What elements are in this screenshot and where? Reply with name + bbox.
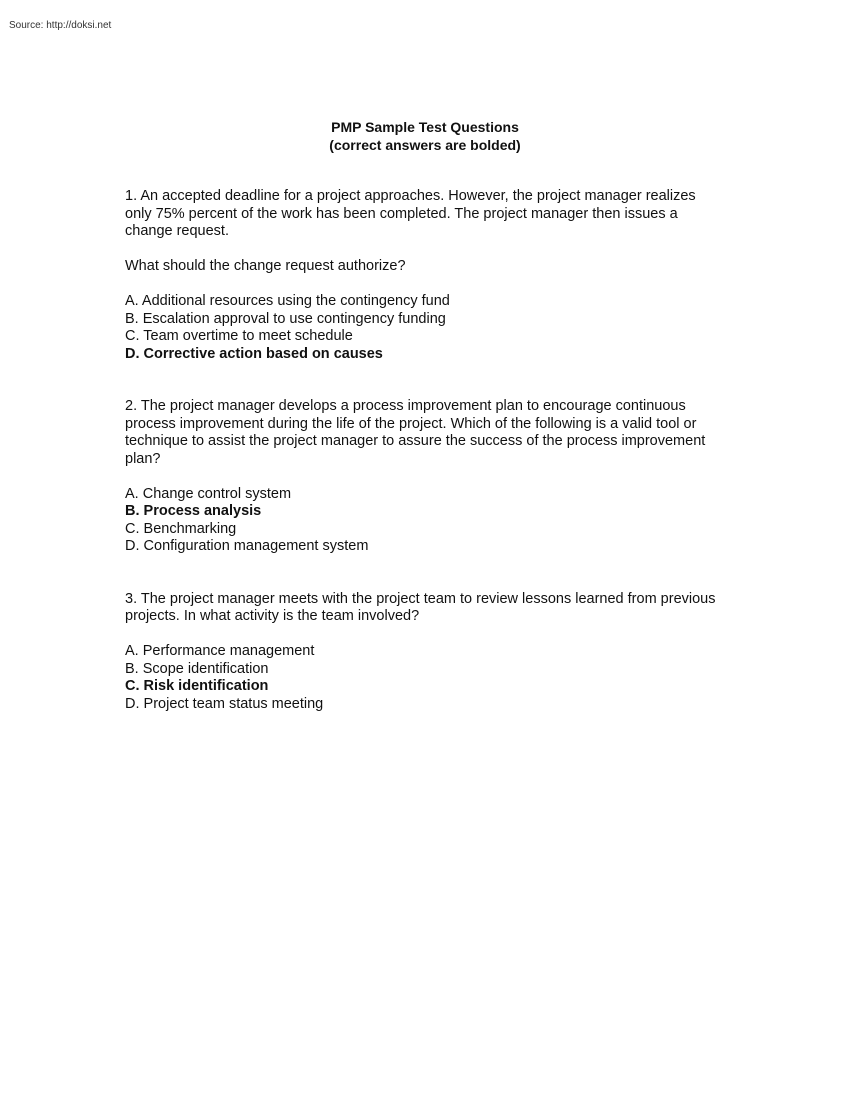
question-prompt: What should the change request authorize? <box>125 258 406 274</box>
question-list <box>125 188 725 713</box>
answer-options <box>125 293 725 363</box>
answer-option: D. Configuration management system <box>125 538 369 554</box>
document-header <box>0 118 850 154</box>
answer-options <box>125 643 725 713</box>
answer-option: C. Team overtime to meet schedule <box>125 328 353 344</box>
answer-option: D. Project team status meeting <box>125 695 324 712</box>
correct-answer-option: B. Process analysis <box>125 503 262 519</box>
question-block <box>125 188 725 363</box>
answer-option: A. Change control system <box>125 485 292 502</box>
question-spacer <box>125 363 725 398</box>
correct-answer-option: C. Risk identification <box>125 678 269 694</box>
answer-option: A. Additional resources using the contingency fund <box>125 293 450 309</box>
correct-answer-option: D. Corrective action based on causes <box>125 345 383 362</box>
document-subtitle: (correct answers are bolded) <box>329 137 521 153</box>
document-title: PMP Sample Test Questions <box>331 119 519 135</box>
question-block <box>125 398 725 556</box>
answer-options <box>125 486 725 556</box>
question-block <box>125 591 725 714</box>
question-text: 3. The project manager meets with the project team to review lessons learned from previous projects. In what activity is the team involved? <box>125 590 716 624</box>
answer-option: B. Escalation approval to use contingency funding <box>125 310 446 327</box>
question-text: 1. An accepted deadline for a project approaches. However, the project manager realizes only 75% percent of the work has been completed. The project manager then issues a change request. <box>125 188 696 239</box>
answer-option: C. Benchmarking <box>125 520 237 537</box>
answer-option: B. Scope identification <box>125 660 269 677</box>
source-label: Source: http://doksi.net <box>9 20 112 31</box>
question-text: 2. The project manager develops a process improvement plan to encourage continuous process improvement during the life of the project. Which of the following is a valid tool or technique to assist the project manager to assure the success of the process improvement plan? <box>125 398 706 467</box>
answer-option: A. Performance management <box>125 643 315 659</box>
question-spacer <box>125 556 725 591</box>
